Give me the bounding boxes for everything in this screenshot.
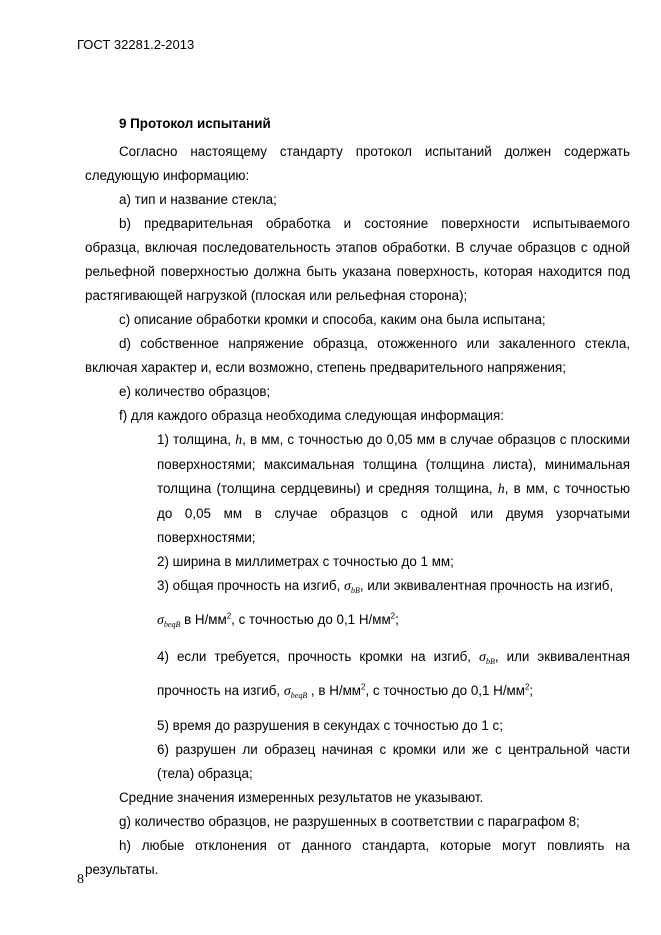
sub-item-4	[85, 642, 630, 710]
sub-item-4-text-b: , или эквивалентная прочность на изгиб,	[157, 649, 630, 698]
sub-item-4-text-c: , в Н/мм	[307, 683, 362, 698]
item-g: g) количество образцов, не разрушенных в соответствии с параграфом 8;	[119, 814, 580, 829]
sub-item-1	[85, 428, 630, 550]
document-body	[85, 112, 630, 882]
sub-item-3-text-c: в Н/мм	[180, 612, 227, 627]
sub-item-2: 2) ширина в миллиметрах с точностью до 1 мм;	[157, 554, 454, 569]
sub-item-3-text-e: ;	[395, 612, 399, 627]
sigma-index-3: bB	[485, 657, 495, 666]
sigma-symbol: σ	[344, 579, 351, 594]
thickness-symbol: h	[235, 433, 243, 448]
item-c: с) описание обработки кромки и способа, каким она была испытана;	[119, 312, 546, 327]
sub-item-1-text-c: , в мм, с точностью до 0,05 мм в случае образцов с одной или двумя узорчатыми поверхностями;	[157, 481, 630, 545]
section-title: 9 Протокол испытаний	[119, 116, 271, 131]
intro-paragraph: Согласно настоящему стандарту протокол испытаний должен содержать следующую информацию:	[85, 144, 630, 183]
sigma-symbol-4: σ	[283, 684, 291, 699]
sub-item-4-text-d: , с точностью до 0,1 Н/мм	[365, 683, 525, 698]
unit-exponent-3: 2	[361, 682, 366, 692]
sigma-index-2: beqB	[163, 620, 181, 629]
sub-item-1-text-b: , в мм, с точностью до 0,05 мм в случае образцов с плоскими поверхностями; максимальная толщина (толщина листа), минимальная толщина (толщина сердцевины) и средняя толщина,	[157, 432, 630, 496]
sub-item-4-text-a: 4) если требуется, прочность кромки на изгиб,	[157, 649, 480, 664]
unit-exponent-2: 2	[390, 611, 396, 621]
sigma-index: bB	[350, 586, 360, 595]
item-a: а) тип и название стекла;	[119, 192, 277, 207]
sigma-symbol-3: σ	[479, 650, 486, 665]
sub-item-6: 6) разрушен ли образец начиная с кромки или же с центральной части (тела) образца;	[157, 742, 630, 781]
note-paragraph: Средние значения измеренных результатов не указывают.	[119, 790, 484, 805]
document-code: ГОСТ 32281.2-2013	[77, 37, 195, 52]
sub-item-3-cont	[85, 608, 630, 637]
unit-exponent-4: 2	[524, 682, 530, 692]
sub-item-3-text-a: 3) общая прочность на изгиб,	[157, 578, 345, 593]
sub-item-3	[85, 574, 630, 603]
item-d: d) собственное напряжение образца, отожженного или закаленного стекла, включая характер и, если возможно, степень предварительного напряжения;	[85, 336, 630, 375]
sub-item-4-text-e: ;	[529, 683, 534, 698]
sub-item-3-text-b: , или эквивалентная прочность на изгиб,	[359, 578, 614, 593]
thickness-symbol-2: h	[497, 482, 505, 497]
sub-item-5: 5) время до разрушения в секундах с точностью до 1 с;	[157, 718, 503, 733]
item-e: е) количество образцов;	[119, 384, 271, 399]
sub-item-3-text-d: , с точностью до 0,1 Н/мм	[231, 612, 391, 627]
sub-item-1-text-a: 1) толщина,	[157, 432, 236, 447]
unit-exponent: 2	[226, 611, 232, 621]
item-f: f) для каждого образца необходима следующая информация:	[119, 408, 504, 423]
item-b: b) предварительная обработка и состояние поверхности испытываемого образца, включая последовательность этапов обработки. В случае образцов с одной рельефной поверхностью должна быть указана поверхность, которая находится под растягивающей нагрузкой (плоская или рельефная сторона);	[85, 216, 630, 303]
sigma-symbol-2: σ	[157, 613, 164, 628]
sigma-index-4: beqB	[290, 691, 308, 700]
page-number: 8	[77, 872, 84, 887]
item-h: h) любые отклонения от данного стандарта, которые могут повлиять на результаты.	[85, 838, 630, 877]
